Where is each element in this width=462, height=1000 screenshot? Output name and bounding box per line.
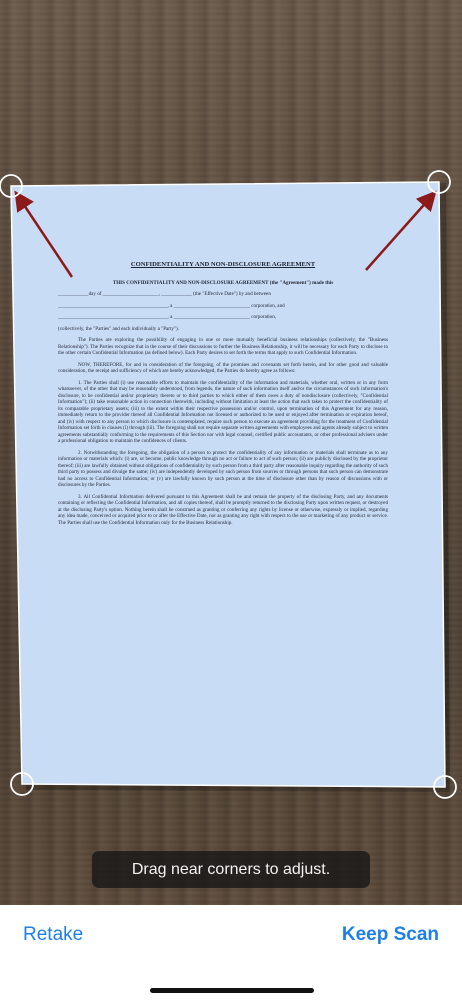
document-title: CONFIDENTIALITY AND NON-DISCLOSURE AGREEMENT: [130, 261, 316, 268]
document-para-1: 1. The Parties shall (i) use reasonable efforts to maintain the confidentiality of the information and materials, whether oral, written or in any form whatsoever, of the other that may be reasonably understood, from legends, the nature of such information itself and/or the circumstances of such information's disclosure, to be confidential and/or proprietary thereto or to third parties to which either of them owes a duty of nondisclosure (collectively, "Confidential Information"); (ii) take reasonable action in connection therewith, including without limitation at least the action that each takes to protect the confidentiality of its comparable proprietary assets; (iii) to the extent within their respective possession and/or control, upon termination of this Agreement for any reason, immediately return to the provider thereof all Confidential Information not licensed or authorized to be used or enjoyed after termination or expiration hereof, and (iv) with respect to any person to which disclosure is contemplated, require such person to execute an agreement providing for the treatment of Confidential Information set forth in clauses (i) through (iii). The foregoing shall not require separate written agreements with employees and agents already subject to written agreements substantially conforming to the requirements of this Section nor with legal counsel, certified public accountants, or other professional advisers under a professional obligation to maintain the confidences of clients.: [58, 379, 388, 444]
bottom-action-bar: [0, 905, 462, 1000]
document-para-therefore: NOW, THEREFORE, for and in consideration of the foregoing, of the promises and covenants set forth herein, and for other good and valuable consideration, the receipt and sufficiency of which are hereby acknowledged, the Parties do hereby agree as follows:: [58, 361, 388, 374]
document-parties: (collectively, the "Parties" and each individually a "Party").: [58, 325, 180, 332]
document-line-1: ____________day of ______________________, ____________ (the "Effective Date") by and between: [58, 291, 271, 297]
document-intro: THIS CONFIDENTIALITY AND NON-DISCLOSURE AGREEMENT (the "Agreement") made this: [112, 279, 334, 286]
home-indicator: [150, 988, 314, 993]
retake-button[interactable]: Retake: [23, 924, 84, 945]
adjust-hint: Drag near corners to adjust.: [92, 851, 370, 888]
document-line-2: ___________________________________________, a ______________________________ corporation, and: [58, 302, 285, 309]
document-para-exploring: The Parties are exploring the possibility of engaging in one or more mutually beneficial business relationships (collectively, the "Business Relationship"). The Parties recognize that in the course of their discussions to further the Business Relationship, it will be necessary for each Party to disclose to the other certain Confidential Information (as defined below). Each Party desires to set forth the terms that apply to such Confidential Information.: [58, 337, 388, 356]
document-para-3: 3. All Confidential Information delivered pursuant to this Agreement shall be and remain the property of the disclosing Party, and any documents containing or reflecting the Confidential Information, and all copies thereof, shall be promptly returned to the disclosing Party upon written request, or destroyed at the disclosing Party's option. Nothing herein shall be construed as granting or conferring any rights by license or otherwise, expressly or implied, regarding any idea made, conceived or acquired prior to or after the Effective Date, nor as granting any right with respect to the use or marketing of any product or service. The Parties shall use the Confidential Information only for the Business Relationship.: [58, 493, 388, 526]
document-text: [58, 255, 388, 795]
document-line-3: ___________________________________________, a ______________________________ corporation,: [58, 314, 277, 320]
document-para-2: 2. Notwithstanding the foregoing, the obligation of a person to protect the confidentiality of any information or materials shall terminate as to any information or materials which: (i) are, or become, public knowledge through no act or failure to act of such person; (ii) are publicly disclosed by the proprietor thereof; (iii) are lawfully obtained without obligations of confidentiality by such person from a third party after reasonable inquiry regarding the authority of such third party to possess and divulge the same; (iv) are independently developed by such person from sources or through persons that such person can demonstrate had no access to Confidential Information; or (v) are lawfully known by such person at the time of disclosure other than by reason of discussions with or disclosures by the Parties.: [58, 449, 388, 488]
keep-scan-button[interactable]: Keep Scan: [341, 924, 439, 945]
